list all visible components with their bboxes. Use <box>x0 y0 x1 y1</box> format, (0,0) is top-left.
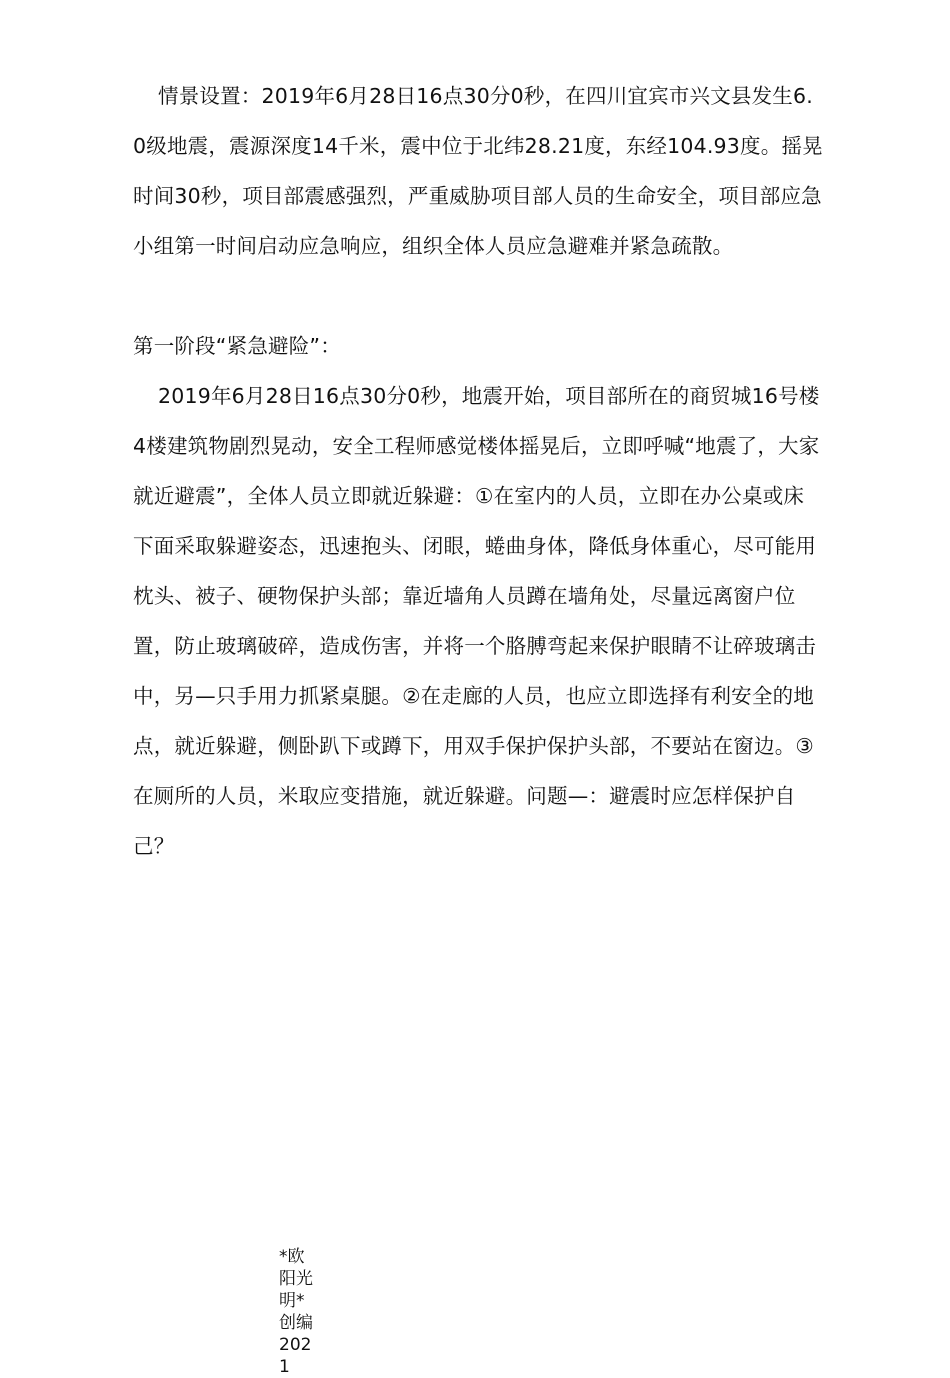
paragraph-stage-body: 2019年6月28日16点30分0秒，地震开始，项目部所在的商贸城16号楼4楼建筑物剧烈晃动，安全工程师感觉楼体摇晃后，立即呼喊“地震了，大家就近避震”，全体人员立即就近躲避：①在室内的人员，立即在办公桌或床下面采取躲避姿态，迅速抱头、闭眼，蜷曲身体，降低身体重心，尽可能用枕头、被子、硬物保护头部；靠近墙角人员蹲在墙角处，尽量远离窗户位置，防止玻璃破碎，造成伤害，并将一个胳膊弯起来保护眼睛不让碎玻璃击中，另—只手用力抓紧桌腿。②在走廊的人员，也应立即选择有利安全的地点，就近躲避，侧卧趴下或蹲下，用双手保护保护头部，不要站在窗边。③在厕所的人员，米取应变措施，就近躲避。问题—：避震时应怎样保护自己？ <box>133 384 820 858</box>
paragraph-stage-heading: 第一阶段“紧急避险”： <box>133 334 341 358</box>
footer-note: *欧阳光明*创编2021 <box>279 1247 313 1377</box>
paragraph-scenario: 情景设置：2019年6月28日16点30分0秒，在四川宜宾市兴文县发生6.0级地震，震源深度14千米，震中位于北纬28.21度，东经104.93度。摇晃时间30秒，项目部震感强烈，严重威胁项目部人员的生命安全，项目部应急小组第一时间启动应急响应，组织全体人员应急避难并紧急疏散。 <box>133 84 823 258</box>
